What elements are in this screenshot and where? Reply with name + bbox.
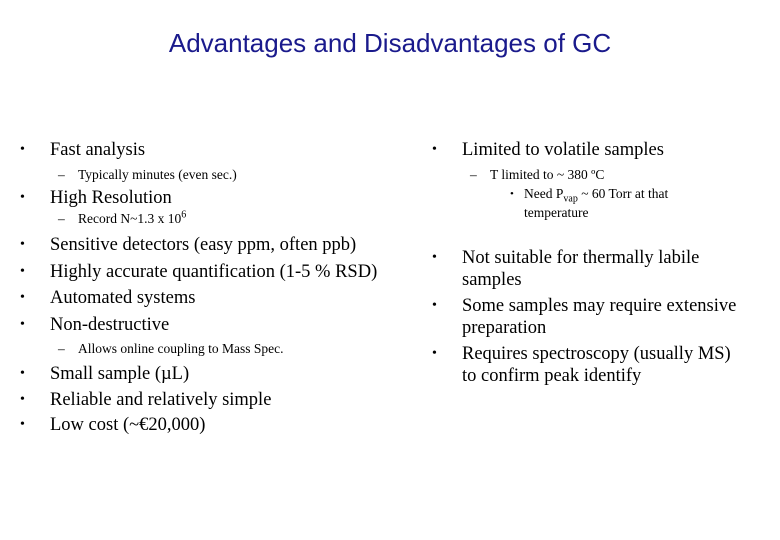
slide-title: Advantages and Disadvantages of GC — [168, 28, 612, 58]
